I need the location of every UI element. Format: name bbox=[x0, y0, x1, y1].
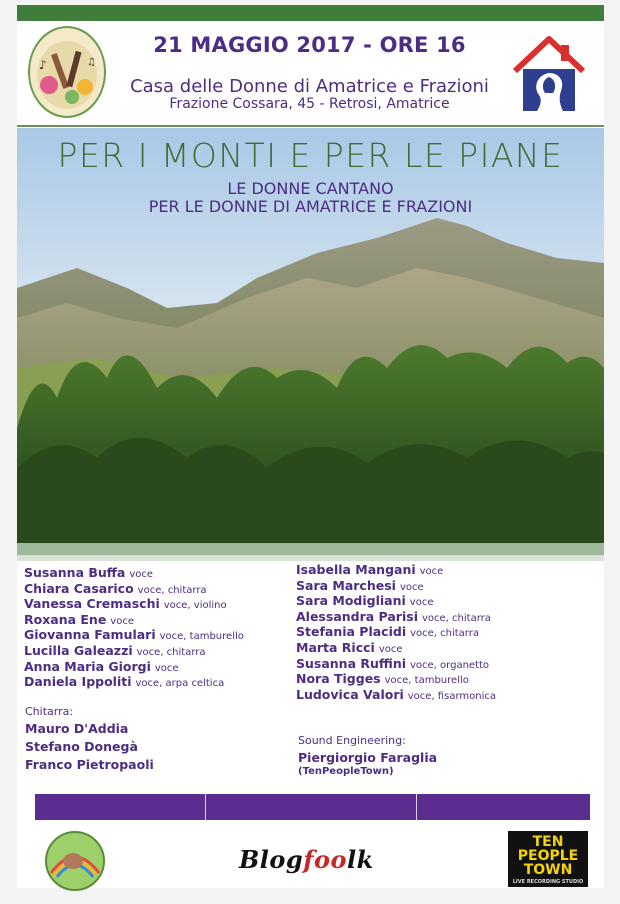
list-item: Giovanna Famulari voce, tamburello bbox=[24, 627, 244, 643]
list-item: Chiara Casarico voce, chitarra bbox=[24, 580, 207, 596]
list-item: Daniela Ippoliti voce, arpa celtica bbox=[24, 674, 225, 690]
sound-engineer-affiliation: (TenPeopleTown) bbox=[298, 766, 394, 777]
sponsor-bar-cell bbox=[35, 794, 206, 820]
woman-house-icon bbox=[509, 31, 589, 115]
sound-engineer-name: Piergiorgio Faraglia bbox=[298, 750, 438, 765]
guitar-label: Chitarra: bbox=[25, 705, 74, 718]
performers-right-list bbox=[296, 562, 496, 702]
event-address: Frazione Cossara, 45 - Retrosi, Amatrice bbox=[169, 96, 450, 112]
festival-seal-icon bbox=[27, 25, 107, 119]
hero-subtitle bbox=[17, 180, 604, 216]
header bbox=[17, 21, 604, 125]
list-item: Susanna Ruffini voce, organetto bbox=[296, 655, 490, 671]
list-item: Ludovica Valori voce, fisarmonica bbox=[296, 686, 496, 702]
tpt-small: LIVE RECORDING STUDIO bbox=[512, 879, 584, 885]
tenpeopletown-logo bbox=[508, 831, 588, 887]
rainbow-globe-icon bbox=[39, 829, 111, 891]
list-item: Alessandra Parisi voce, chitarra bbox=[296, 608, 491, 624]
svg-text:♫: ♫ bbox=[87, 57, 96, 68]
list-item: Vanessa Cremaschi voce, violino bbox=[24, 596, 227, 612]
list-item: Susanna Buffa voce bbox=[24, 565, 154, 580]
svg-text:♪: ♪ bbox=[39, 58, 47, 72]
list-item: Isabella Mangani voce bbox=[296, 562, 444, 577]
hero-subtitle-line-1: LE DONNE CANTANO bbox=[227, 179, 394, 198]
hero-subtitle-line-2: PER LE DONNE DI AMATRICE E FRAZIONI bbox=[148, 197, 473, 216]
list-item: Stefania Placidi voce, chitarra bbox=[296, 624, 479, 640]
list-item: Anna Maria Giorgi voce bbox=[24, 658, 179, 674]
list-item: Marta Ricci voce bbox=[296, 639, 403, 655]
top-green-bar bbox=[17, 5, 604, 21]
list-item: Stefano Donegà bbox=[25, 739, 138, 754]
event-date: 21 MAGGIO 2017 - ORE 16 bbox=[153, 33, 466, 57]
tpt-line-2: PEOPLE bbox=[517, 848, 579, 864]
sponsor-bar bbox=[35, 794, 590, 820]
header-divider bbox=[17, 125, 604, 127]
list-item: Franco Pietropaoli bbox=[25, 757, 154, 772]
sound-label: Sound Engineering: bbox=[298, 734, 406, 747]
list-item: Roxana Ene voce bbox=[24, 611, 134, 627]
list-item: Lucilla Galeazzi voce, chitarra bbox=[24, 642, 206, 658]
list-item: Nora Tigges voce, tamburello bbox=[296, 671, 469, 687]
event-venue: Casa delle Donne di Amatrice e Frazioni bbox=[130, 76, 489, 97]
tpt-line-3: TOWN bbox=[523, 862, 573, 878]
poster bbox=[17, 5, 604, 888]
list-item: Mauro D'Addia bbox=[25, 721, 129, 736]
hero-title: PER I MONTI E PER LE PIANE bbox=[57, 136, 564, 175]
sponsor-bar-cell bbox=[206, 794, 418, 820]
performers-left-list bbox=[24, 565, 244, 690]
list-item: Sara Modigliani voce bbox=[296, 593, 434, 609]
tpt-line-1: TEN bbox=[532, 834, 564, 850]
blogfoolk-logo: Blogfoolk bbox=[239, 845, 374, 874]
hero-image bbox=[17, 128, 604, 543]
green-band bbox=[17, 543, 604, 555]
sponsor-bar-cell bbox=[417, 794, 590, 820]
list-item: Sara Marchesi voce bbox=[296, 577, 424, 593]
light-green-band bbox=[17, 555, 604, 561]
guitar-list bbox=[25, 720, 154, 774]
